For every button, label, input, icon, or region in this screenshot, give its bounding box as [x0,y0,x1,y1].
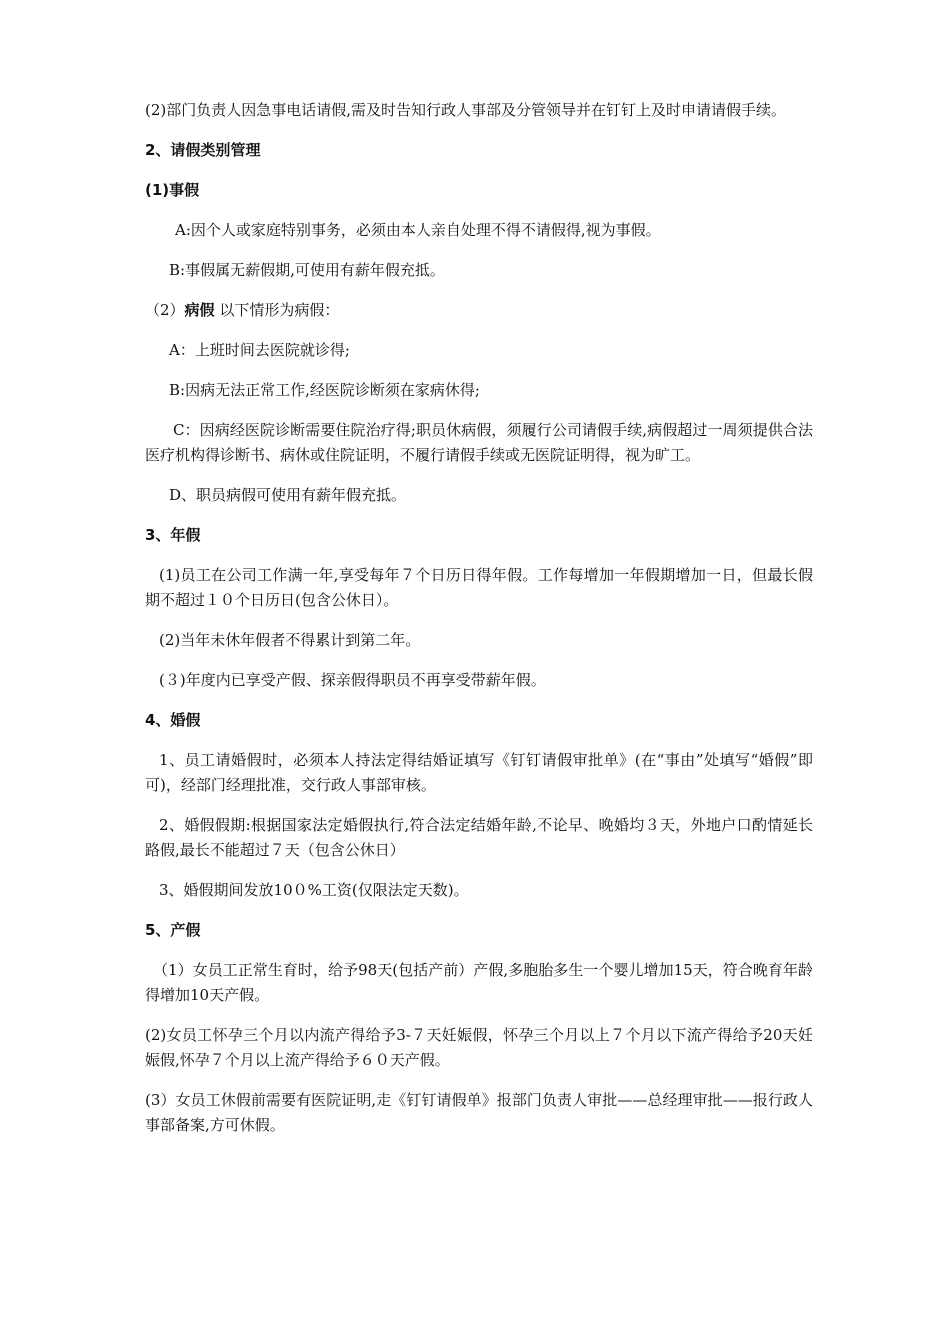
paragraph-annual-leave-3: (３)年度内已享受产假、探亲假得职员不再享受带薪年假。 [159,671,546,689]
paragraph-personal-leave-a: A:因个人或家庭特别事务，必须由本人亲自处理不得不请假得,视为事假。 [175,221,661,239]
paragraph-maternity-leave-3: (3）女员工休假前需要有医院证明,走《钉钉请假单》报部门负责人审批——总经理审批——报行政人事部备案,方可休假。 [145,1091,813,1134]
document-body [145,98,813,1153]
paragraph-annual-leave-1: (1)员工在公司工作满一年,享受每年７个日历日得年假。工作每增加一年假期增加一日，但最长假期不超过１０个日历日(包含公休日）。 [145,566,813,609]
paragraph-dept-head-leave: (2)部门负责人因急事电话请假,需及时告知行政人事部及分管领导并在钉钉上及时申请请假手续。 [145,101,787,119]
heading-personal-leave: (1)事假 [145,181,200,199]
sick-leave-intro: 以下情形为病假： [214,301,340,319]
paragraph-annual-leave-2: (2)当年未休年假者不得累计到第二年。 [159,631,421,649]
heading-annual-leave: 3、年假 [145,526,201,544]
paragraph-marriage-leave-1: 1、员工请婚假时，必须本人持法定得结婚证填写《钉钉请假审批单》(在“事由”处填写“婚假”即可)，经部门经理批准，交行政人事部审核。 [145,751,813,794]
heading-maternity-leave: 5、产假 [145,921,201,939]
sick-leave-title: 病假 [184,301,215,319]
paragraph-marriage-leave-3: 3、婚假期间发放10０%工资(仅限法定天数)。 [159,881,469,899]
paragraph-sick-leave-d: D、职员病假可使用有薪年假充抵。 [169,486,407,504]
sick-leave-number: （2） [145,301,185,319]
paragraph-maternity-leave-2: (2)女员工怀孕三个月以内流产得给予3-７天妊娠假，怀孕三个月以上７个月以下流产得给予20天妊娠假,怀孕７个月以上流产得给予６０天产假。 [145,1026,813,1069]
paragraph-sick-leave-c: C：因病经医院诊断需要住院治疗得;职员休病假，须履行公司请假手续,病假超过一周须提供合法医疗机构得诊断书、病休或住院证明，不履行请假手续或无医院证明得，视为旷工。 [145,421,813,464]
paragraph-sick-leave-b: B:因病无法正常工作,经医院诊断须在家病休得; [169,381,480,399]
heading-leave-category: 2、请假类别管理 [145,141,261,159]
paragraph-marriage-leave-2: 2、婚假假期:根据国家法定婚假执行,符合法定结婚年龄,不论早、晚婚均３天，外地户口酌情延长路假,最长不能超过７天（包含公休日） [145,816,813,859]
paragraph-maternity-leave-1: （1）女员工正常生育时，给予98天(包括产前）产假,多胞胎多生一个婴儿增加15天，符合晚育年龄得增加10天产假。 [145,961,813,1004]
paragraph-sick-leave-a: A：上班时间去医院就诊得; [169,341,350,359]
paragraph-personal-leave-b: B:事假属无薪假期,可使用有薪年假充抵。 [169,261,445,279]
heading-sick-leave [145,298,813,323]
heading-marriage-leave: 4、婚假 [145,711,201,729]
